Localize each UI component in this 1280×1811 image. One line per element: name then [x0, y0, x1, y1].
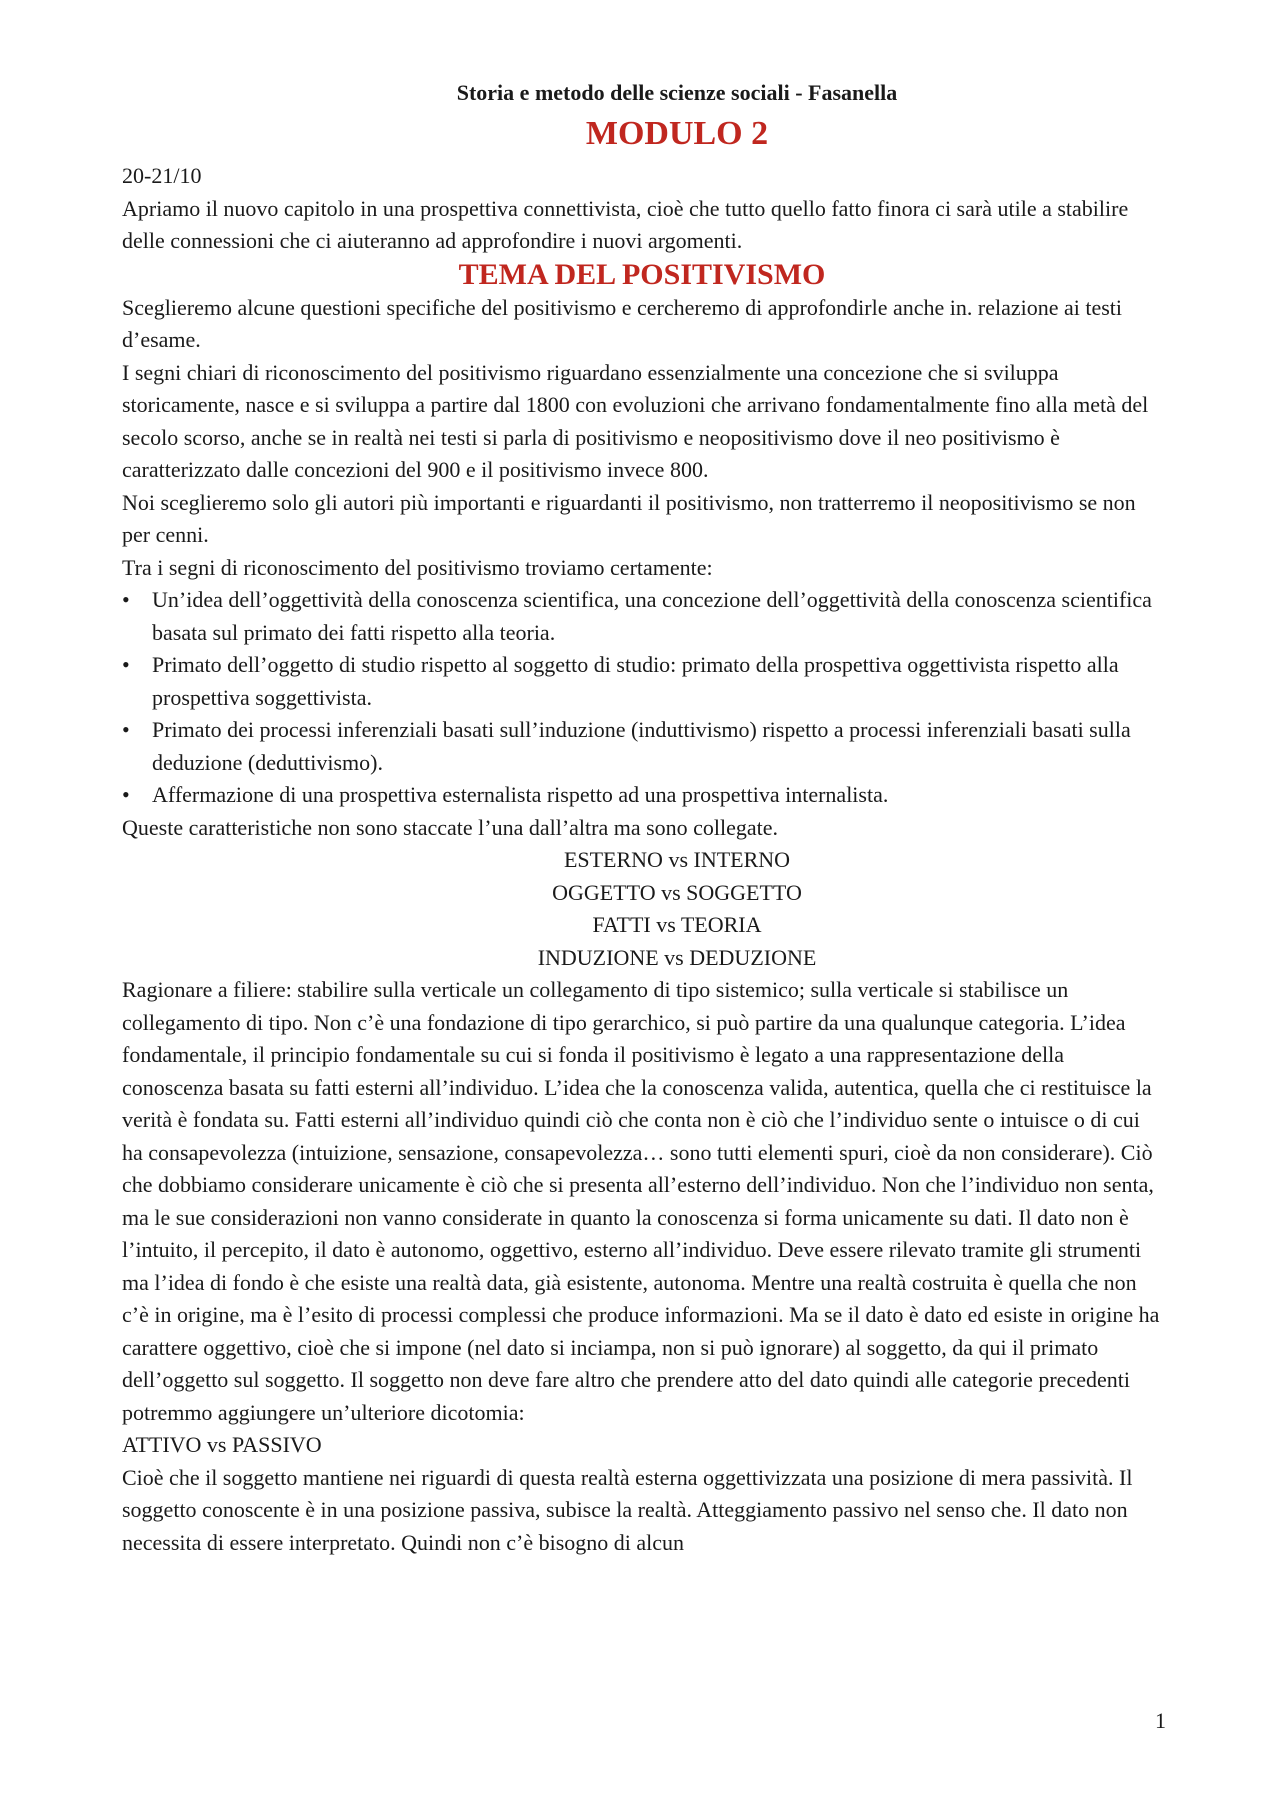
- list-item: [122, 779, 1162, 812]
- list-item-text: Un’idea dell’oggettività della conoscenza scientifica, una concezione dell’oggettività della conoscenza scientifica basata sul primato dei fatti rispetto alla teoria.: [152, 587, 1152, 645]
- date-line: 20-21/10: [122, 163, 202, 188]
- extra-dichotomy: ATTIVO vs PASSIVO: [122, 1432, 322, 1457]
- module-title: MODULO 2: [585, 115, 769, 152]
- final-paragraph: Cioè che il soggetto mantiene nei riguardi di questa realtà esterna oggettivizzata una posizione di mera passività. Il soggetto conoscente è in una posizione passiva, subisce la realtà. Atteggiamento passivo nel senso che. Il dato non necessita di essere interpretato. Quindi non c’è bisogno di alcun: [122, 1464, 1133, 1555]
- dichotomy-line: INDUZIONE vs DEDUZIONE: [537, 944, 817, 970]
- dichotomy-line: OGGETTO vs SOGGETTO: [552, 879, 802, 905]
- list-item: [122, 649, 1162, 714]
- list-item: [122, 584, 1162, 649]
- paragraph: Sceglieremo alcune questioni specifiche del positivismo e cercheremo di approfondirle anche in. relazione ai testi d’esame.: [122, 294, 1123, 352]
- section-title: TEMA DEL POSITIVISMO: [458, 257, 826, 291]
- page-number: 1: [1155, 1708, 1166, 1733]
- document-header: Storia e metodo delle scienze sociali - Fasanella: [456, 80, 898, 105]
- list-item-text: Primato dell’oggetto di studio rispetto al soggetto di studio: primato della prospettiva oggettivista rispetto alla prospettiva soggettivista.: [152, 652, 1119, 710]
- bullet-icon: •: [122, 717, 130, 742]
- bullet-icon: •: [122, 652, 130, 677]
- intro-paragraph: Apriamo il nuovo capitolo in una prospettiva connettivista, cioè che tutto quello fatto finora ci sarà utile a stabilire delle connessioni che ci aiuteranno ad approfondire i nuovi argomenti.: [122, 195, 1129, 253]
- list-item: [122, 714, 1162, 779]
- bullet-icon: •: [122, 587, 130, 612]
- paragraph: Noi sceglieremo solo gli autori più importanti e riguardanti il positivismo, non tratterremo il neopositivismo se non per cenni.: [122, 489, 1136, 547]
- paragraph: Tra i segni di riconoscimento del positivismo troviamo certamente:: [122, 554, 713, 580]
- characteristics-list: [122, 584, 1162, 812]
- list-item-text: Affermazione di una prospettiva esternalista rispetto ad una prospettiva internalista.: [152, 782, 889, 807]
- paragraph: I segni chiari di riconoscimento del positivismo riguardano essenzialmente una concezione che si sviluppa storicamente, nasce e si sviluppa a partire dal 1800 con evoluzioni che arrivano fondamentalmente fino alla metà del secolo scorso, anche se in realtà nei testi si parla di positivismo e neopositivismo dove il neo positivismo è caratterizzato dalle concezioni del 900 e il positivismo invece 800.: [122, 359, 1149, 482]
- list-item-text: Primato dei processi inferenziali basati sull’induzione (induttivismo) rispetto a processi inferenziali basati sulla deduzione (deduttivismo).: [152, 717, 1131, 775]
- long-paragraph: Ragionare a filiere: stabilire sulla verticale un collegamento di tipo sistemico; sulla verticale si stabilisce un collegamento di tipo. Non c’è una fondazione di tipo gerarchico, si può partire da una qualunque categoria. L’idea fondamentale, il principio fondamentale su cui si fonda il positivismo è legato a una rappresentazione della conoscenza basata su fatti esterni all’individuo. L’idea che la conoscenza valida, autentica, quella che ci restituisce la verità è fondata su. Fatti esterni all’individuo quindi ciò che conta non è ciò che l’individuo sente o intuisce o di cui ha consapevolezza (intuizione, sensazione, consapevolezza… sono tutti elementi spuri, cioè da non considerare). Ciò che dobbiamo considerare unicamente è ciò che si presenta all’esterno dell’individuo. Non che l’individuo non senta, ma le sue considerazioni non vanno considerate in quanto la conoscenza si forma unicamente su dati. Il dato non è l’intuito, il percepito, il dato è autonomo, oggettivo, esterno all’individuo. Deve essere rilevato tramite gli strumenti ma l’idea di fondo è che esiste una realtà data, già esistente, autonoma. Mentre una realtà costruita è quella che non c’è in origine, ma è l’esito di processi complessi che produce informazioni. Ma se il dato è dato ed esiste in origine ha carattere oggettivo, cioè che si impone (nel dato si inciampa, non si può ignorare) al soggetto, da qui il primato dell’oggetto sul soggetto. Il soggetto non deve fare altro che prendere atto del dato quindi alle categorie precedenti potremmo aggiungere un’ulteriore dicotomia:: [122, 977, 1160, 1425]
- dichotomy-line: FATTI vs TEORIA: [592, 912, 762, 937]
- after-list-paragraph: Queste caratteristiche non sono staccate l’una dall’altra ma sono collegate.: [122, 814, 779, 840]
- document-page: [122, 78, 1162, 1559]
- bullet-icon: •: [122, 782, 130, 807]
- dichotomy-line: ESTERNO vs INTERNO: [563, 847, 791, 872]
